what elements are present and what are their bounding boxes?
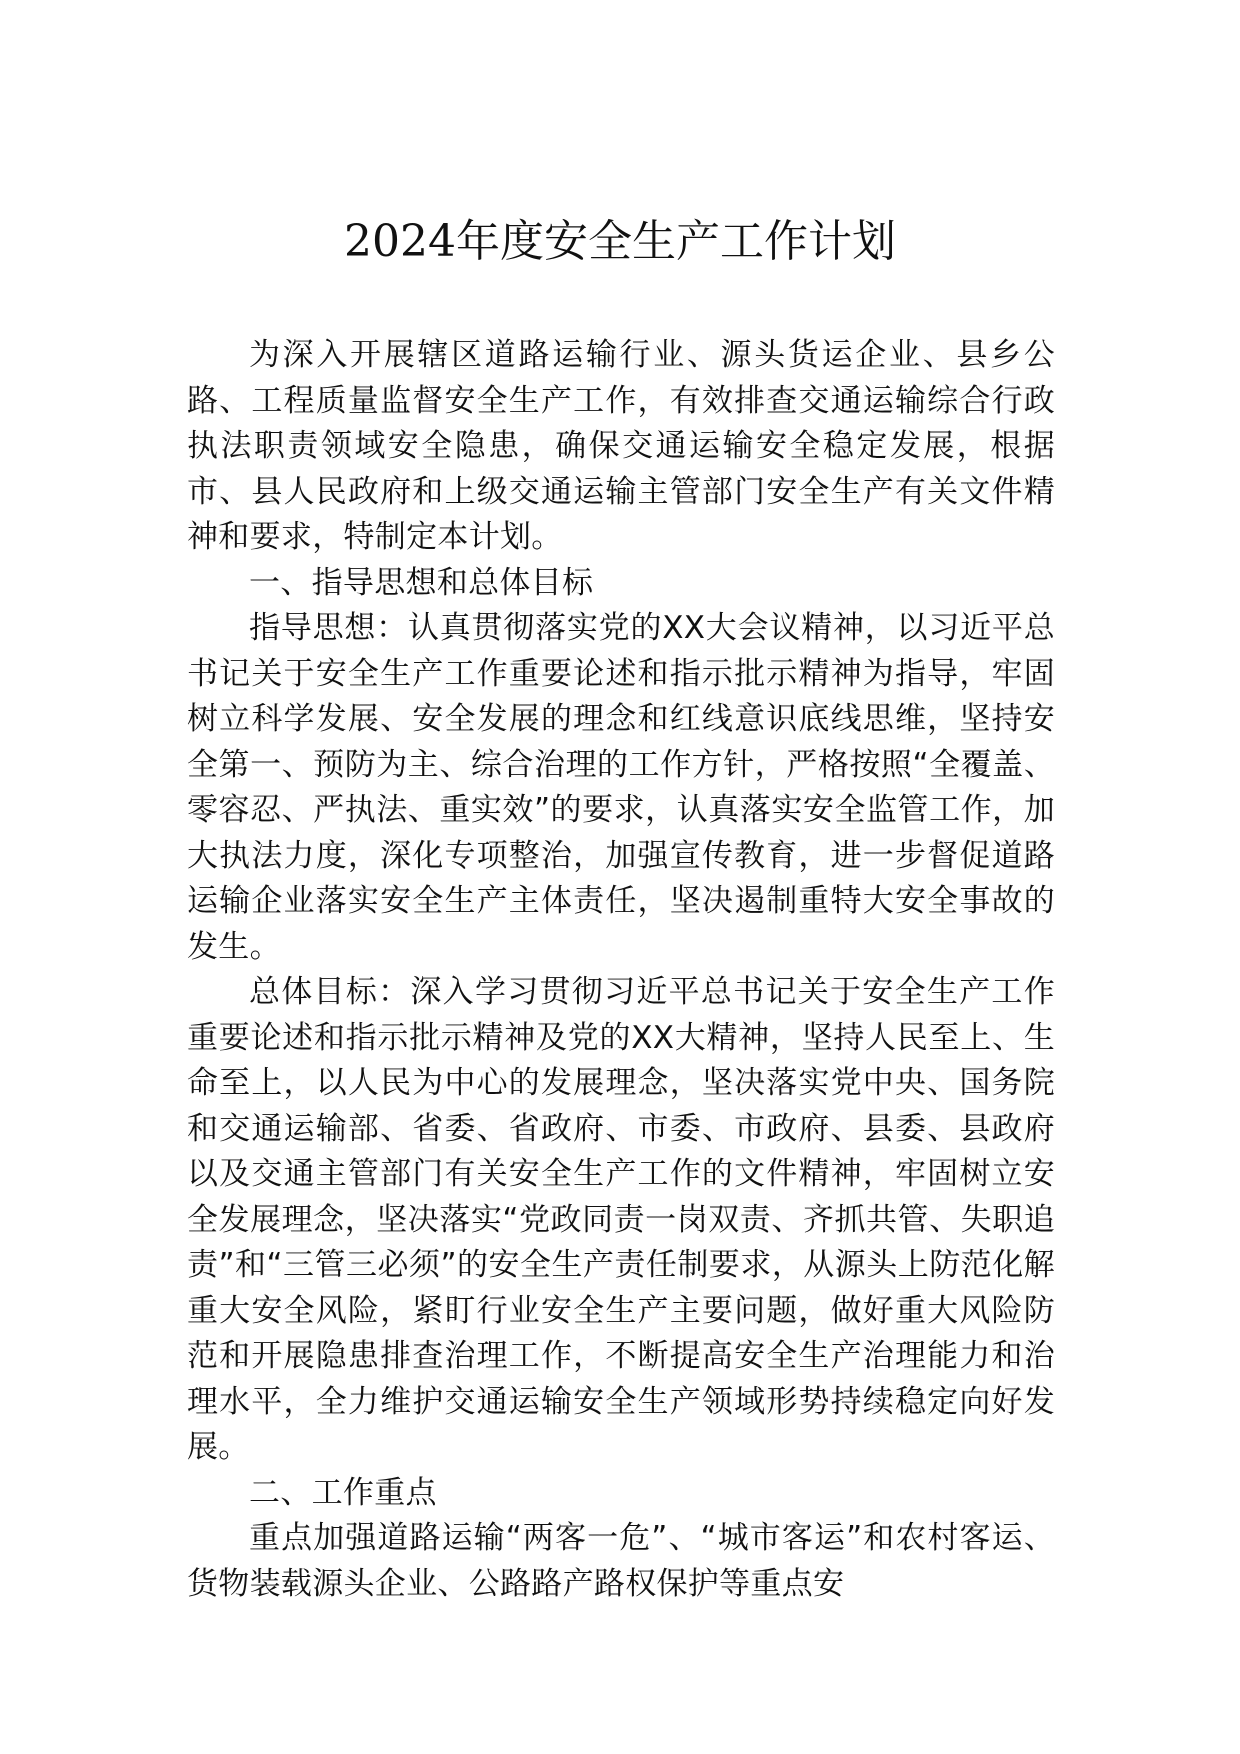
section-heading-2: 二、工作重点 [249, 1474, 437, 1511]
intro-paragraph: 为深入开展辖区道路运输行业、源头货运企业、县乡公路、工程质量监督安全生产工作，有效排查交通运输综合行政执法职责领域安全隐患，确保交通运输安全稳定发展，根据市、县人民政府和上级交通运输主管部门安全生产有关文件精神和要求，特制定本计划。 [187, 337, 1055, 555]
document-title: 2024年度安全生产工作计划 [344, 216, 896, 267]
document-body [187, 333, 1055, 1607]
work-focus-paragraph: 重点加强道路运输“两客一危”、“城市客运”和农村客运、货物装载源头企业、公路路产路权保护等重点安 [187, 1520, 1055, 1602]
section-heading-1: 一、指导思想和总体目标 [249, 564, 594, 601]
guiding-ideology-paragraph: 指导思想：认真贯彻落实党的XX大会议精神，以习近平总书记关于安全生产工作重要论述和指示批示精神为指导，牢固树立科学发展、安全发展的理念和红线意识底线思维，坚持安全第一、预防为主、综合治理的工作方针，严格按照“全覆盖、零容忍、严执法、重实效”的要求，认真落实安全监管工作，加大执法力度，深化专项整治，加强宣传教育，进一步督促道路运输企业落实安全生产主体责任，坚决遏制重特大安全事故的发生。 [187, 610, 1055, 965]
overall-goal-paragraph: 总体目标：深入学习贯彻习近平总书记关于安全生产工作重要论述和指示批示精神及党的XX大精神，坚持人民至上、生命至上，以人民为中心的发展理念，坚决落实党中央、国务院和交通运输部、省委、省政府、市委、市政府、县委、县政府以及交通主管部门有关安全生产工作的文件精神，牢固树立安全发展理念，坚决落实“党政同责一岗双责、齐抓共管、失职追责”和“三管三必须”的安全生产责任制要求，从源头上防范化解重大安全风险，紧盯行业安全生产主要问题，做好重大风险防范和开展隐患排查治理工作，不断提高安全生产治理能力和治理水平，全力维护交通运输安全生产领域形势持续稳定向好发展。 [187, 974, 1055, 1465]
